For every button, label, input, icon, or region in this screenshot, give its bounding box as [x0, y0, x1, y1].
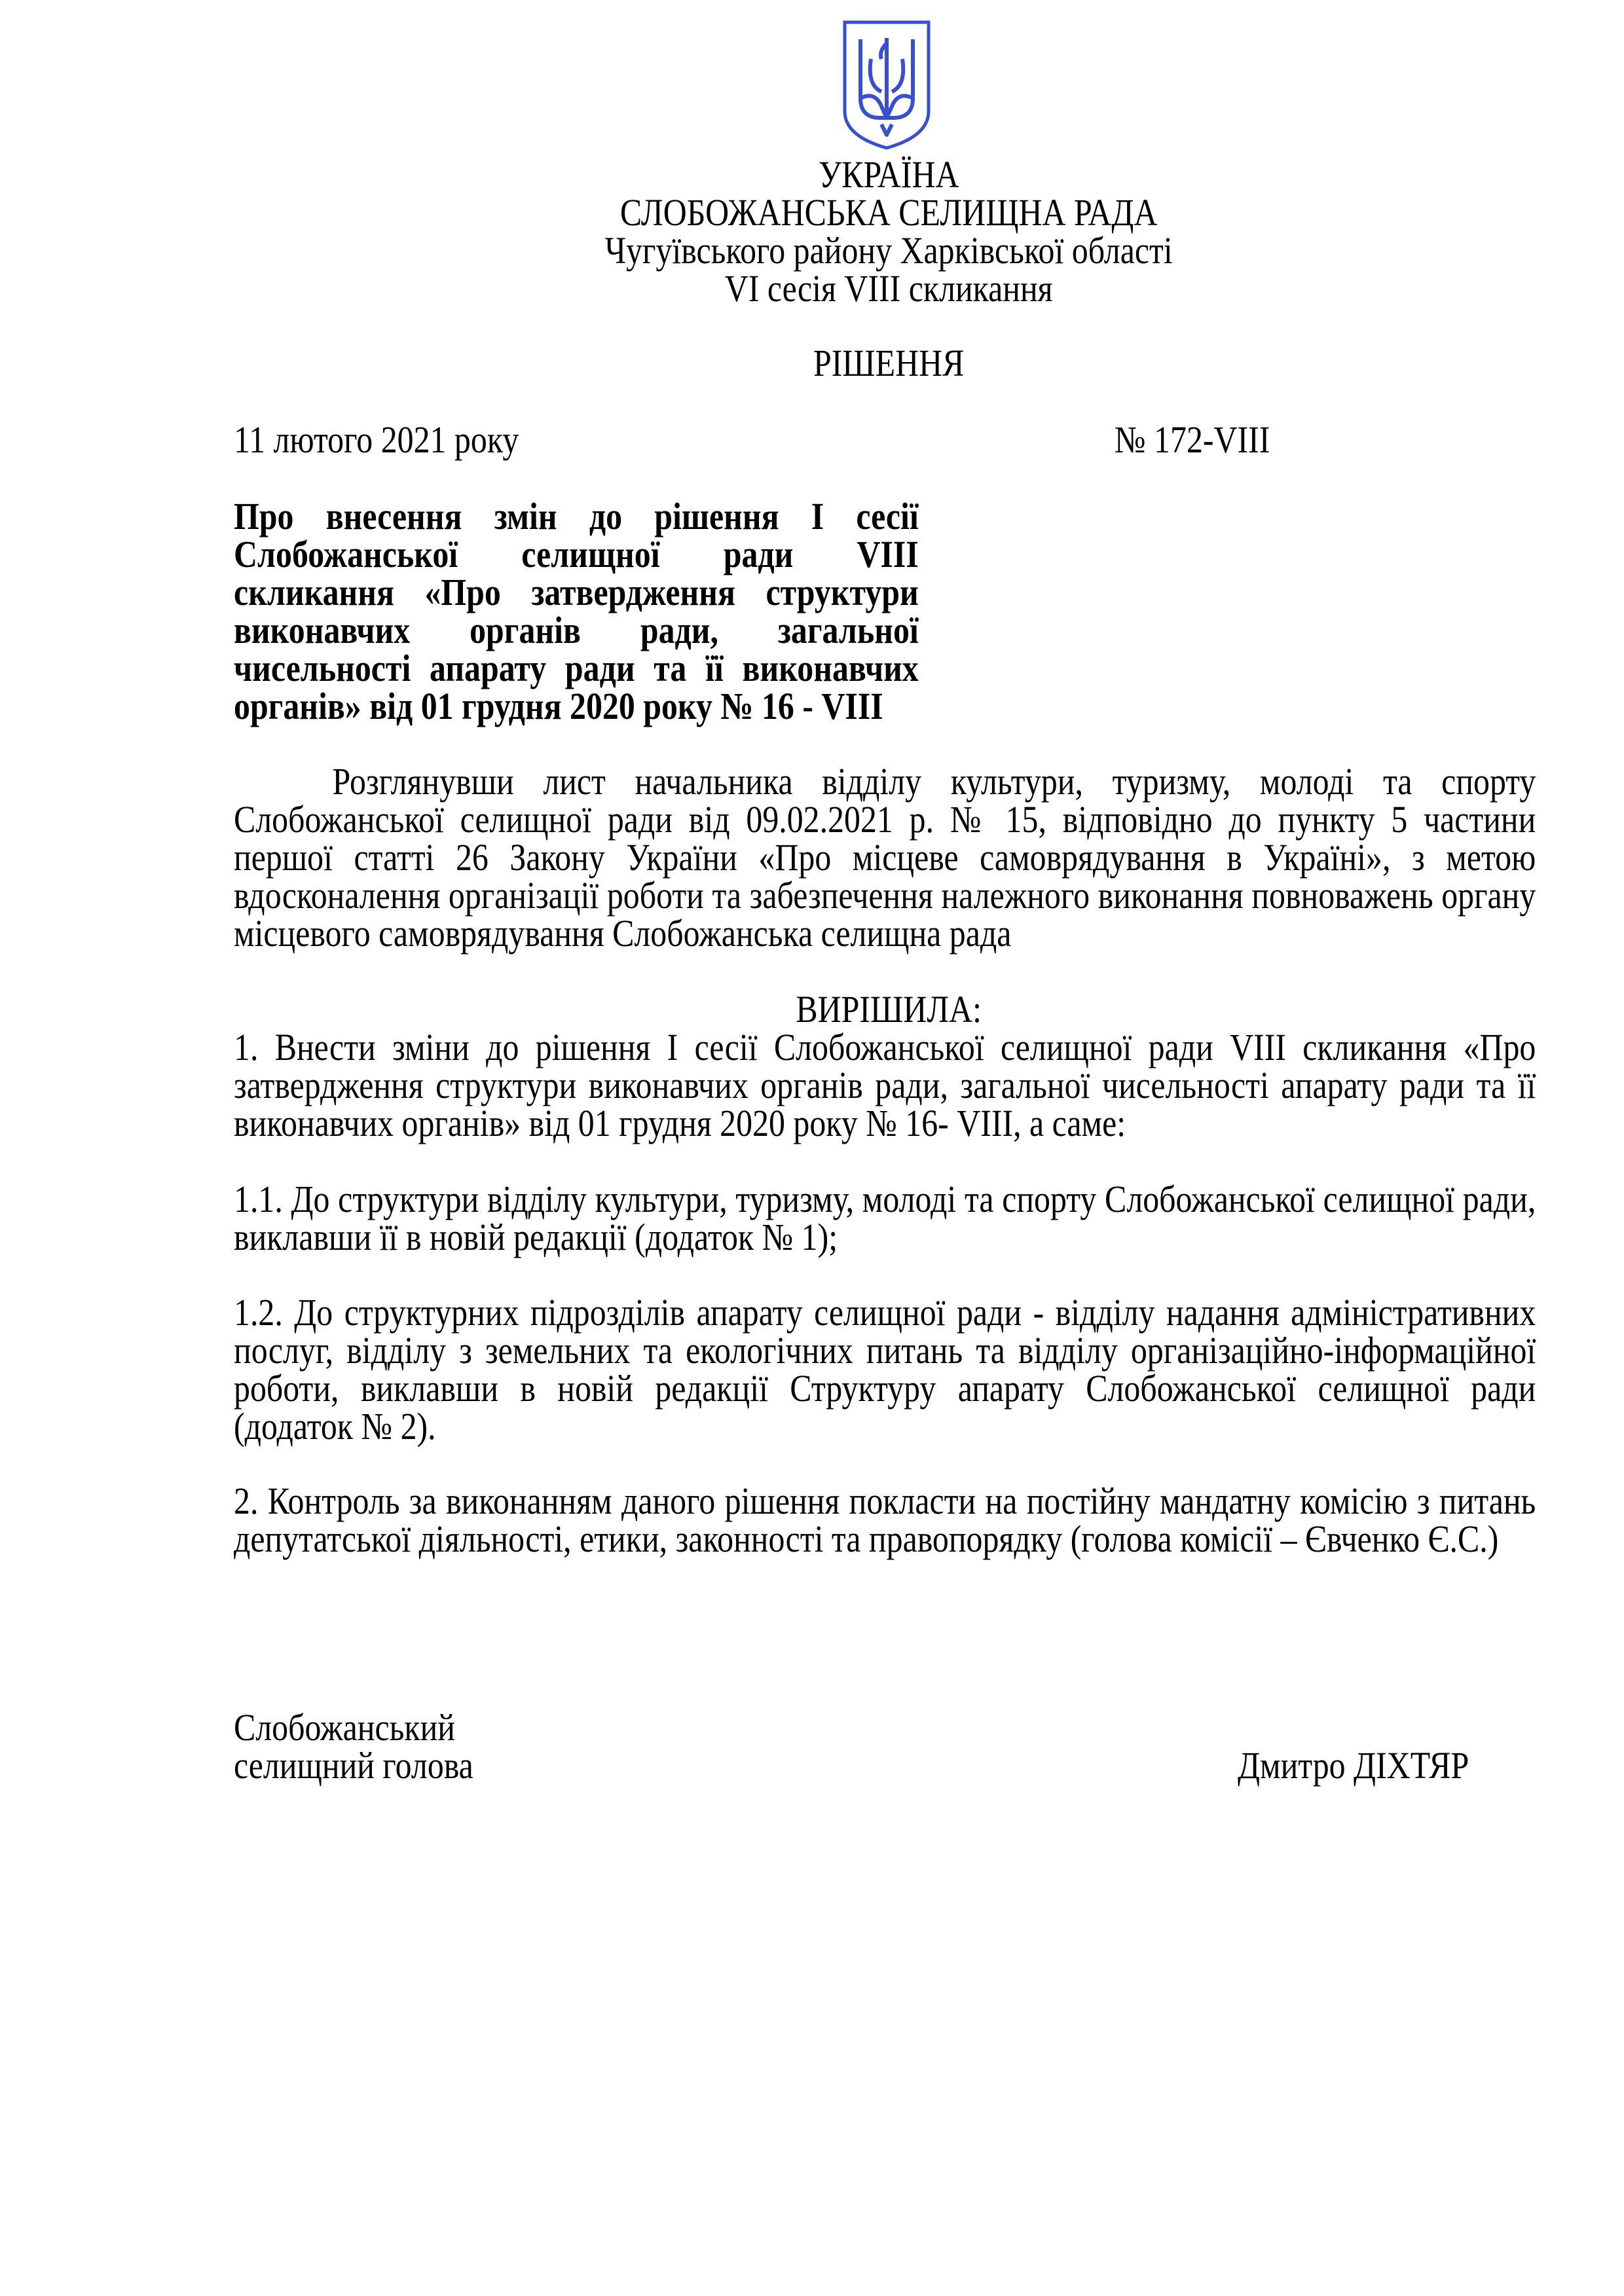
- item-1-1: 1.1. До структури відділу культури, туризму, молоді та спорту Слобожанської селищної ради, виклавши її в новій редакції (додаток № 1);: [234, 1178, 1536, 1258]
- decision-number: № 172-VIII: [1115, 418, 1270, 461]
- district-name: Чугуївського району Харківської області: [604, 229, 1173, 272]
- preamble-paragraph: Розглянувши лист начальника відділу культури, туризму, молоді та спорту Слобожанської селищної ради від 09.02.2021 р. № 15, відповідно до пункту 5 частини першої статті 26 Закону України «Про місцеве самоврядування в Україні», з метою вдосконалення організації роботи та забезпечення належного виконання повноважень органу місцевого самоврядування Слобожанська селищна рада: [234, 760, 1536, 955]
- decision-date: 11 лютого 2021 року: [234, 418, 519, 461]
- decision-subject: Про внесення змін до рішення I сесії Слобожанської селищної ради VIII скликання «Про затвердження структури виконавчих органів ради, загальної чисельності апарату ради та її виконавчих органів» від 01 грудня 2020 року № 16 - VIII: [234, 495, 919, 727]
- session-name: VI сесія VIII скликання: [724, 267, 1053, 310]
- signatory-title: [234, 1706, 741, 1787]
- item-2: 2. Контроль за виконанням даного рішення покласти на постійну мандатну комісію з питань депутатської діяльності, етики, законності та правопорядку (голова комісії – Євченко Є.С.): [234, 1480, 1536, 1560]
- council-name: СЛОБОЖАНСЬКА СЕЛИЩНА РАДА: [619, 191, 1158, 234]
- letterhead: [234, 153, 1543, 310]
- coat-of-arms-emblem: [841, 20, 932, 151]
- signatory-name: Дмитро ДІХТЯР: [1238, 1744, 1469, 1787]
- signatory-title-line1: Слобожанський: [234, 1706, 455, 1749]
- item-1: 1. Внести зміни до рішення I сесії Слобожанської селищної ради VIII скликання «Про затвердження структури виконавчих органів ради, загальної чисельності апарату ради та її виконавчих органів» від 01 грудня 2020 року № 16- VIII, а саме:: [234, 1026, 1536, 1144]
- country-name: УКРАЇНА: [818, 153, 959, 196]
- item-1-2: 1.2. До структурних підрозділів апарату селищної ради - відділу надання адміністративних послуг, відділу з земельних та екологічних питань та відділу організаційно-інформаційної роботи, виклавши в новій редакції Структуру апарату Слобожанської селищної ради (додаток № 2).: [234, 1291, 1536, 1448]
- document-type: РІШЕННЯ: [813, 342, 965, 384]
- decided-heading: ВИРІШИЛА:: [796, 988, 982, 1030]
- signatory-title-line2: селищний голова: [234, 1744, 473, 1787]
